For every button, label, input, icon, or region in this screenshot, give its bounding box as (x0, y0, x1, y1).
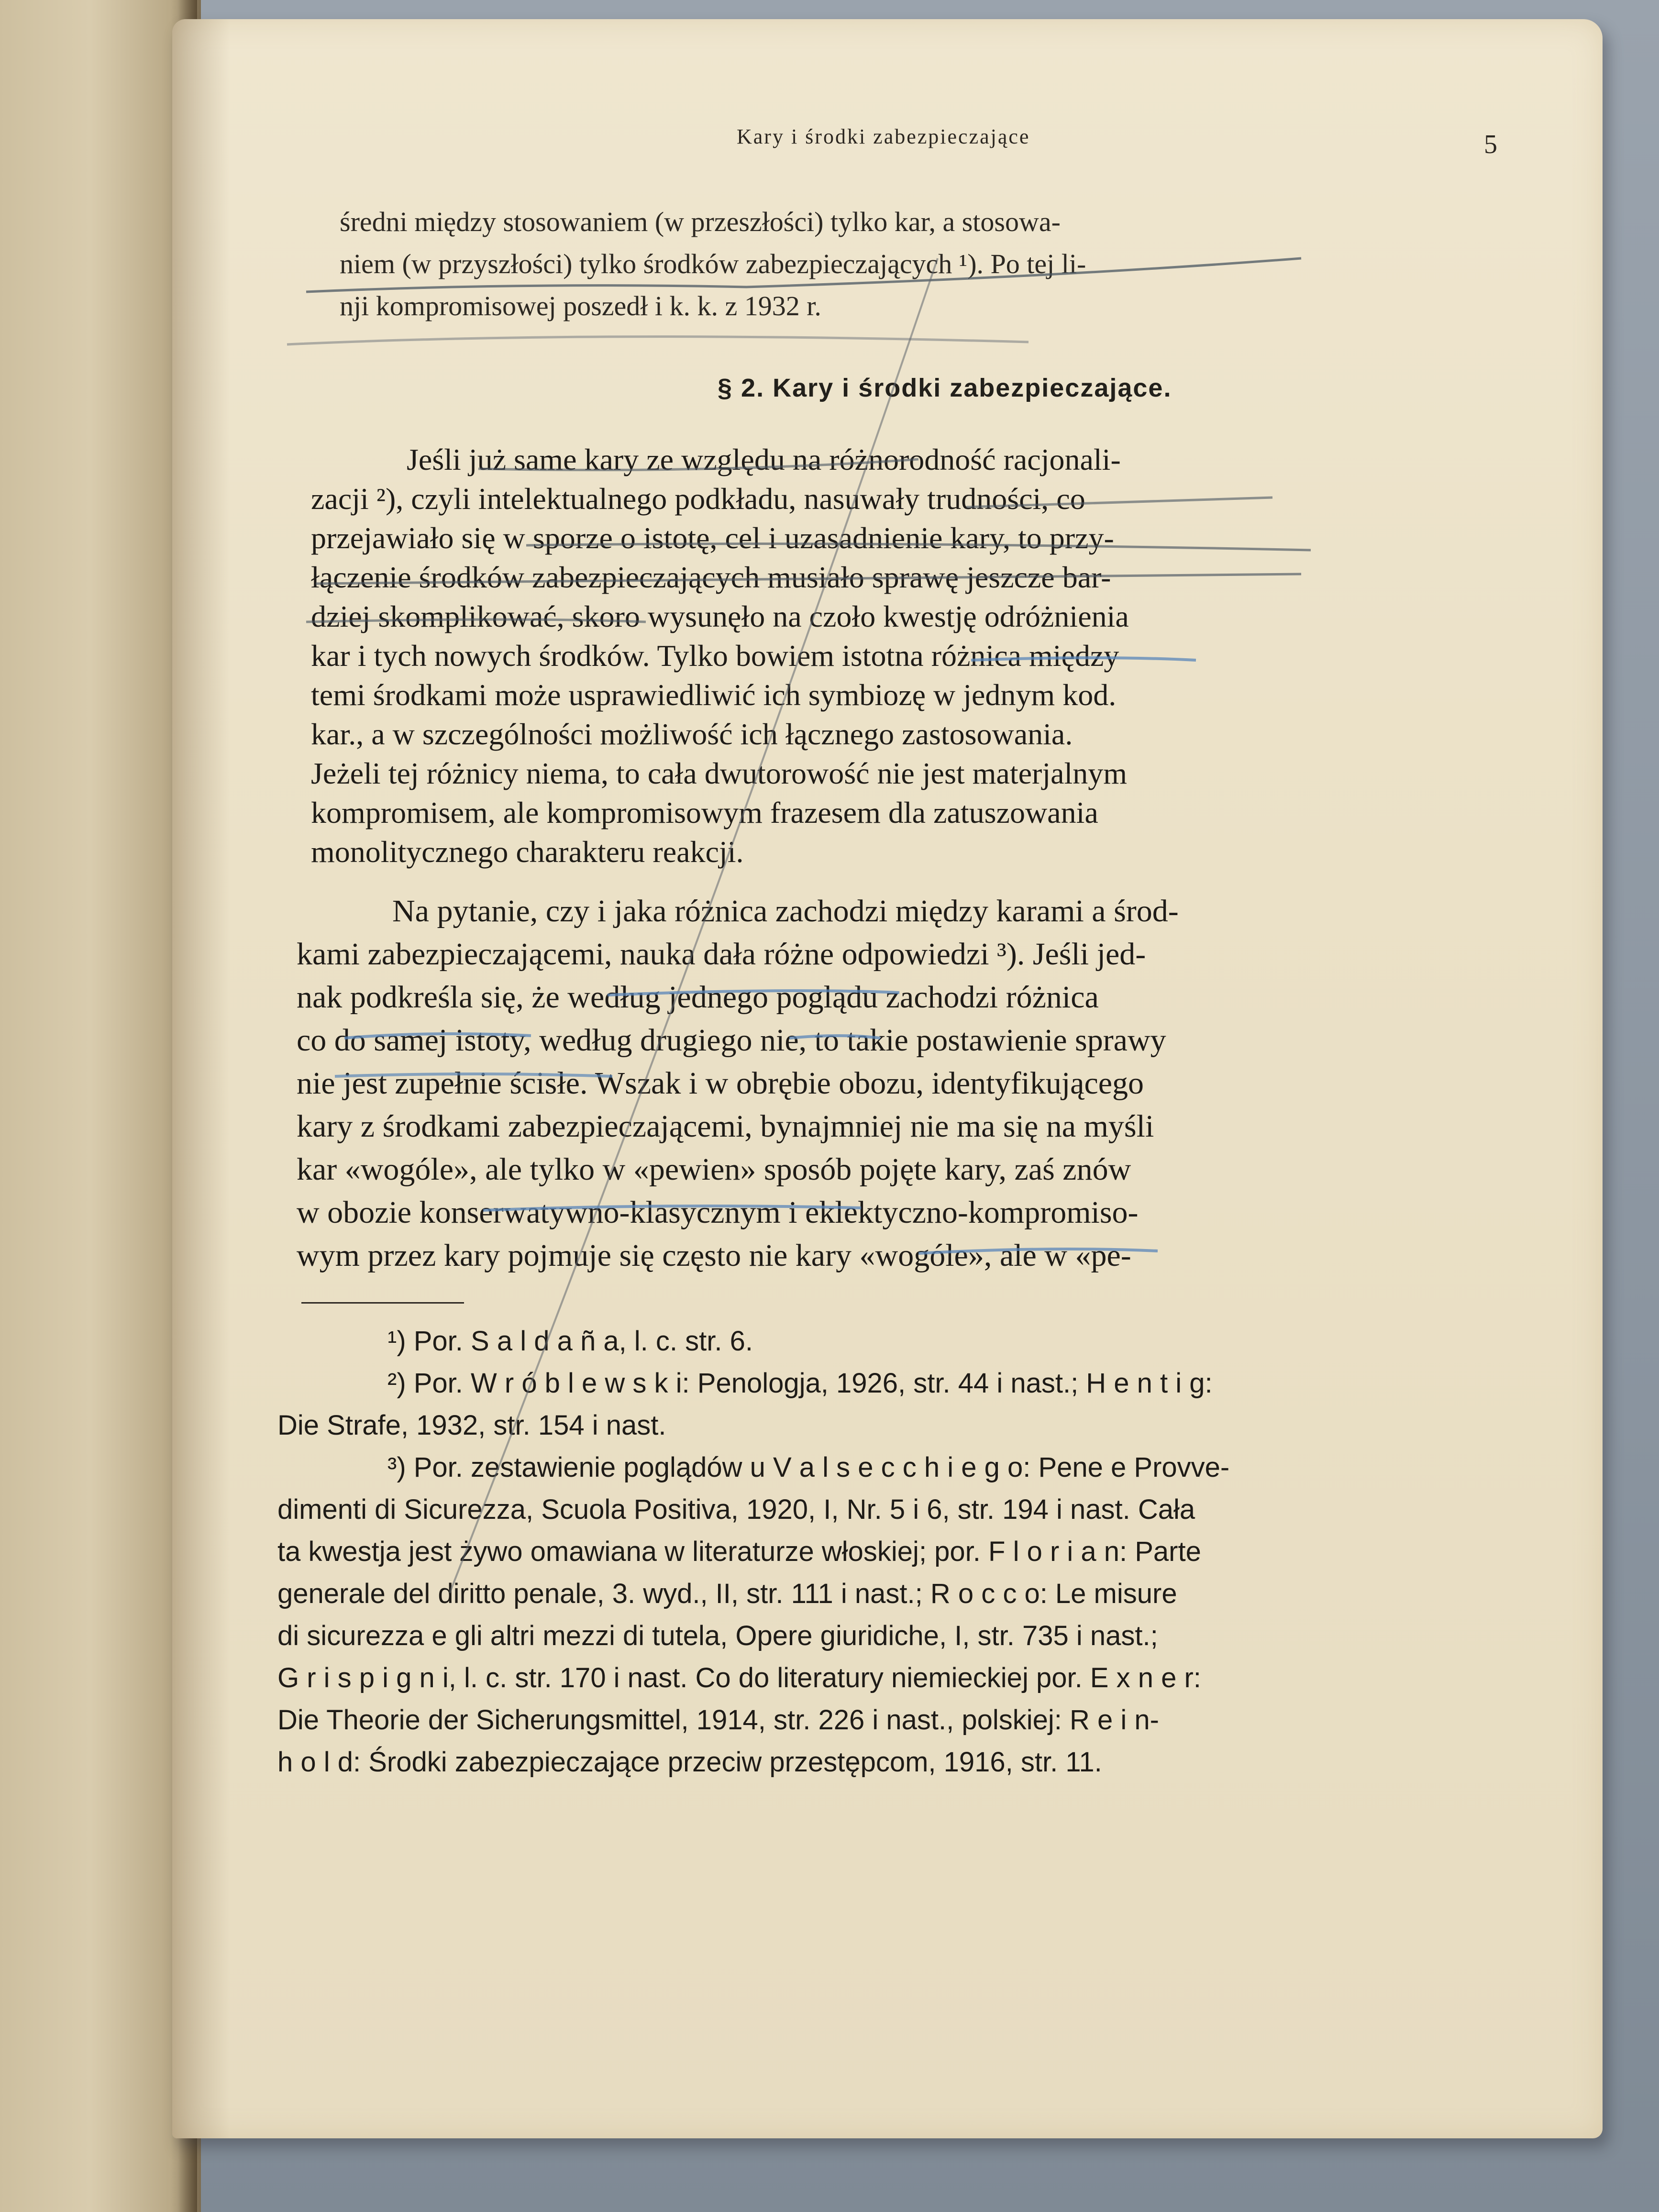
footnotes (277, 1320, 1229, 1783)
page-content (277, 19, 1521, 2138)
text-line: przejawiało się w sporze o istotę, cel i uzasadnienie kary, to przy- (311, 521, 1114, 555)
footnote-line: ²) Por. W r ó b l e w s k i: Penologja, 1926, str. 44 i nast.; H e n t i g: (387, 1368, 1213, 1399)
page-gutter-shadow (172, 19, 230, 2138)
section-heading: § 2. Kary i środki zabezpieczające. (718, 374, 1172, 402)
footnote-line: Die Strafe, 1932, str. 154 i nast. (277, 1410, 666, 1441)
footnote-line: Die Theorie der Sicherungsmittel, 1914, str. 226 i nast., polskiej: R e i n- (277, 1704, 1159, 1736)
text-line: kami zabezpieczającemi, nauka dała różne odpowiedzi ³). Jeśli jed- (297, 937, 1146, 972)
text-line: łączenie środków zabezpieczających musiało sprawę jeszcze bar- (311, 560, 1111, 594)
running-head: Kary i środki zabezpieczające (737, 125, 1030, 148)
paragraph-one (311, 440, 1129, 872)
text-line: nji kompromisowej poszedł i k. k. z 1932 r. (340, 290, 821, 321)
text-line: niem (w przyszłości) tylko środków zabezpieczających ¹). Po tej li- (340, 248, 1086, 279)
footnote-line: di sicurezza e gli altri mezzi di tutela, Opere giuridiche, I, str. 735 i nast.; (277, 1620, 1158, 1651)
footnote-line: G r i s p i g n i, l. c. str. 170 i nast. Co do literatury niemieckiej por. E x n e r: (277, 1662, 1201, 1693)
text-line: wym przez kary pojmuje się często nie kary «wogóle», ale w «pe- (297, 1238, 1131, 1273)
opening-paragraph (340, 201, 1344, 327)
text-line: temi środkami może usprawiedliwić ich symbiozę w jednym kod. (311, 678, 1117, 712)
footnote-line: ta kwestja jest żywo omawiana w literaturze włoskiej; por. F l o r i a n: Parte (277, 1536, 1201, 1567)
text-line: kompromisem, ale kompromisowym frazesem dla zatuszowania (311, 796, 1098, 830)
text-line: dziej skomplikować, skoro wysunęło na czoło kwestję odróżnienia (311, 599, 1129, 633)
text-line: monolitycznego charakteru reakcji. (311, 835, 744, 869)
text-line: zacji ²), czyli intelektualnego podkładu, nasuwały trudności, co (311, 482, 1085, 516)
text-line: w obozie konserwatywno-klasycznym i eklektyczno-kompromiso- (297, 1195, 1139, 1230)
text-line: kar «wogóle», ale tylko w «pewien» sposób pojęte kary, zaś znów (297, 1152, 1131, 1187)
text-line: kary z środkami zabezpieczającemi, bynajmniej nie ma się na myśli (297, 1109, 1154, 1144)
page-number: 5 (1484, 130, 1497, 159)
footnote-line: ¹) Por. S a l d a ñ a, l. c. str. 6. (387, 1326, 753, 1357)
text-line: Jeśli już same kary ze względu na różnorodność racjonali- (407, 442, 1121, 476)
footnote-line: h o l d: Środki zabezpieczające przeciw przestępcom, 1916, str. 11. (277, 1747, 1102, 1778)
footnote-line: generale del diritto penale, 3. wyd., II, str. 111 i nast.; R o c c o: Le misure (277, 1578, 1177, 1609)
book-page (172, 19, 1603, 2138)
footnote-line: dimenti di Sicurezza, Scuola Positiva, 1920, I, Nr. 5 i 6, str. 194 i nast. Cała (277, 1494, 1195, 1525)
paragraph-two (297, 890, 1179, 1277)
facing-page-edge (0, 0, 201, 2212)
text-line: Jeżeli tej różnicy niema, to cała dwutorowość nie jest materjalnym (311, 756, 1128, 790)
text-line: średni między stosowaniem (w przeszłości) tylko kar, a stosowa- (340, 206, 1061, 237)
text-line: nie jest zupełnie ścisłe. Wszak i w obrębie obozu, identyfikującego (297, 1066, 1144, 1101)
text-line: kar i tych nowych środków. Tylko bowiem istotna różnica między (311, 639, 1119, 673)
text-line: nak podkreśla się, że według jednego poglądu zachodzi różnica (297, 980, 1099, 1015)
footnote-line: ³) Por. zestawienie poglądów u V a l s e c c h i e g o: Pene e Provve- (387, 1452, 1230, 1483)
text-line: kar., a w szczególności możliwość ich łącznego zastosowania. (311, 717, 1073, 751)
text-line: co do samej istoty, według drugiego nie, to takie postawienie sprawy (297, 1023, 1166, 1058)
footnote-separator (301, 1302, 464, 1304)
text-line: Na pytanie, czy i jaka różnica zachodzi między karami a środ- (392, 894, 1179, 929)
